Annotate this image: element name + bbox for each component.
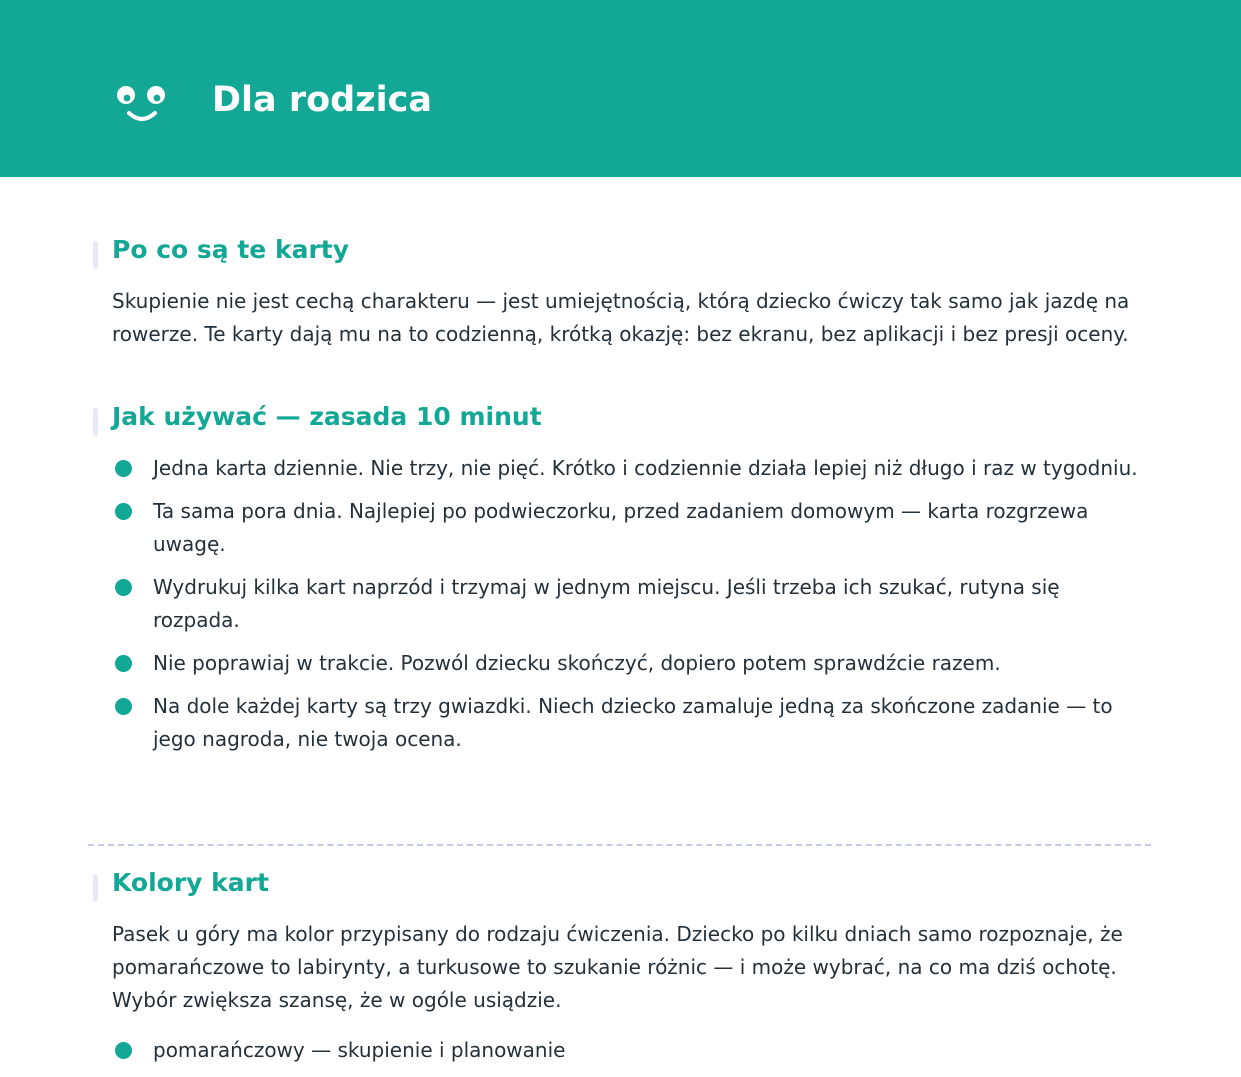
bullet-icon	[115, 698, 132, 715]
list-item-text: pomarańczowy — skupienie i planowanie	[153, 1038, 566, 1062]
list-item-text: Ta sama pora dnia. Najlepiej po podwieczorku, przed zadaniem domowym — karta rozgrzewa uwagę.	[153, 499, 1089, 556]
section-paragraph-colors: Pasek u góry ma kolor przypisany do rodzaju ćwiczenia. Dziecko po kilku dniach samo rozpoznaje, że pomarańczowe to labirynty, a turkusowe to szukanie różnic — i może wybrać, na co ma dziś ochotę. Wybór zwiększa szansę, że w ogóle usiądzie.	[112, 922, 1123, 1012]
list-item	[112, 571, 1152, 637]
list-item	[112, 452, 1152, 485]
colors-list	[112, 1034, 1152, 1077]
page-header	[0, 0, 1241, 177]
bullet-icon	[115, 579, 132, 596]
list-item	[112, 647, 1152, 680]
section-divider	[88, 844, 1151, 846]
bullet-icon	[115, 503, 132, 520]
bullet-icon	[115, 655, 132, 672]
list-item-text: Wydrukuj kilka kart naprzód i trzymaj w jednym miejscu. Jeśli trzeba ich szukać, rutyna się rozpada.	[153, 575, 1060, 632]
list-item	[112, 1034, 1152, 1067]
list-item	[112, 690, 1152, 756]
list-item	[112, 495, 1152, 561]
section-paragraph-purpose: Skupienie nie jest cechą charakteru — jest umiejętnością, którą dziecko ćwiczy tak samo jak jazdę na rowerze. Te karty dają mu na to codzienną, krótką okazję: bez ekranu, bez aplikacji i bez presji oceny.	[112, 289, 1130, 346]
list-item-text: Jedna karta dziennie. Nie trzy, nie pięć. Krótko i codziennie działa lepiej niż długo i raz w tygodniu.	[153, 456, 1138, 480]
usage-list	[112, 452, 1152, 766]
section-heading-purpose: Po co są te karty	[112, 235, 350, 264]
page-title: Dla rodzica	[212, 80, 432, 120]
section-heading-colors: Kolory kart	[112, 868, 269, 897]
list-item-text: Nie poprawiaj w trakcie. Pozwól dziecku skończyć, dopiero potem sprawdźcie razem.	[153, 651, 1001, 675]
smiley-face-icon	[114, 80, 170, 126]
list-item-text: Na dole każdej karty są trzy gwiazdki. Niech dziecko zamaluje jedną za skończone zadanie — to jego nagroda, nie twoja ocena.	[153, 694, 1113, 751]
bullet-icon	[115, 1042, 132, 1059]
bullet-icon	[115, 460, 132, 477]
section-heading-usage: Jak używać — zasada 10 minut	[112, 402, 542, 431]
